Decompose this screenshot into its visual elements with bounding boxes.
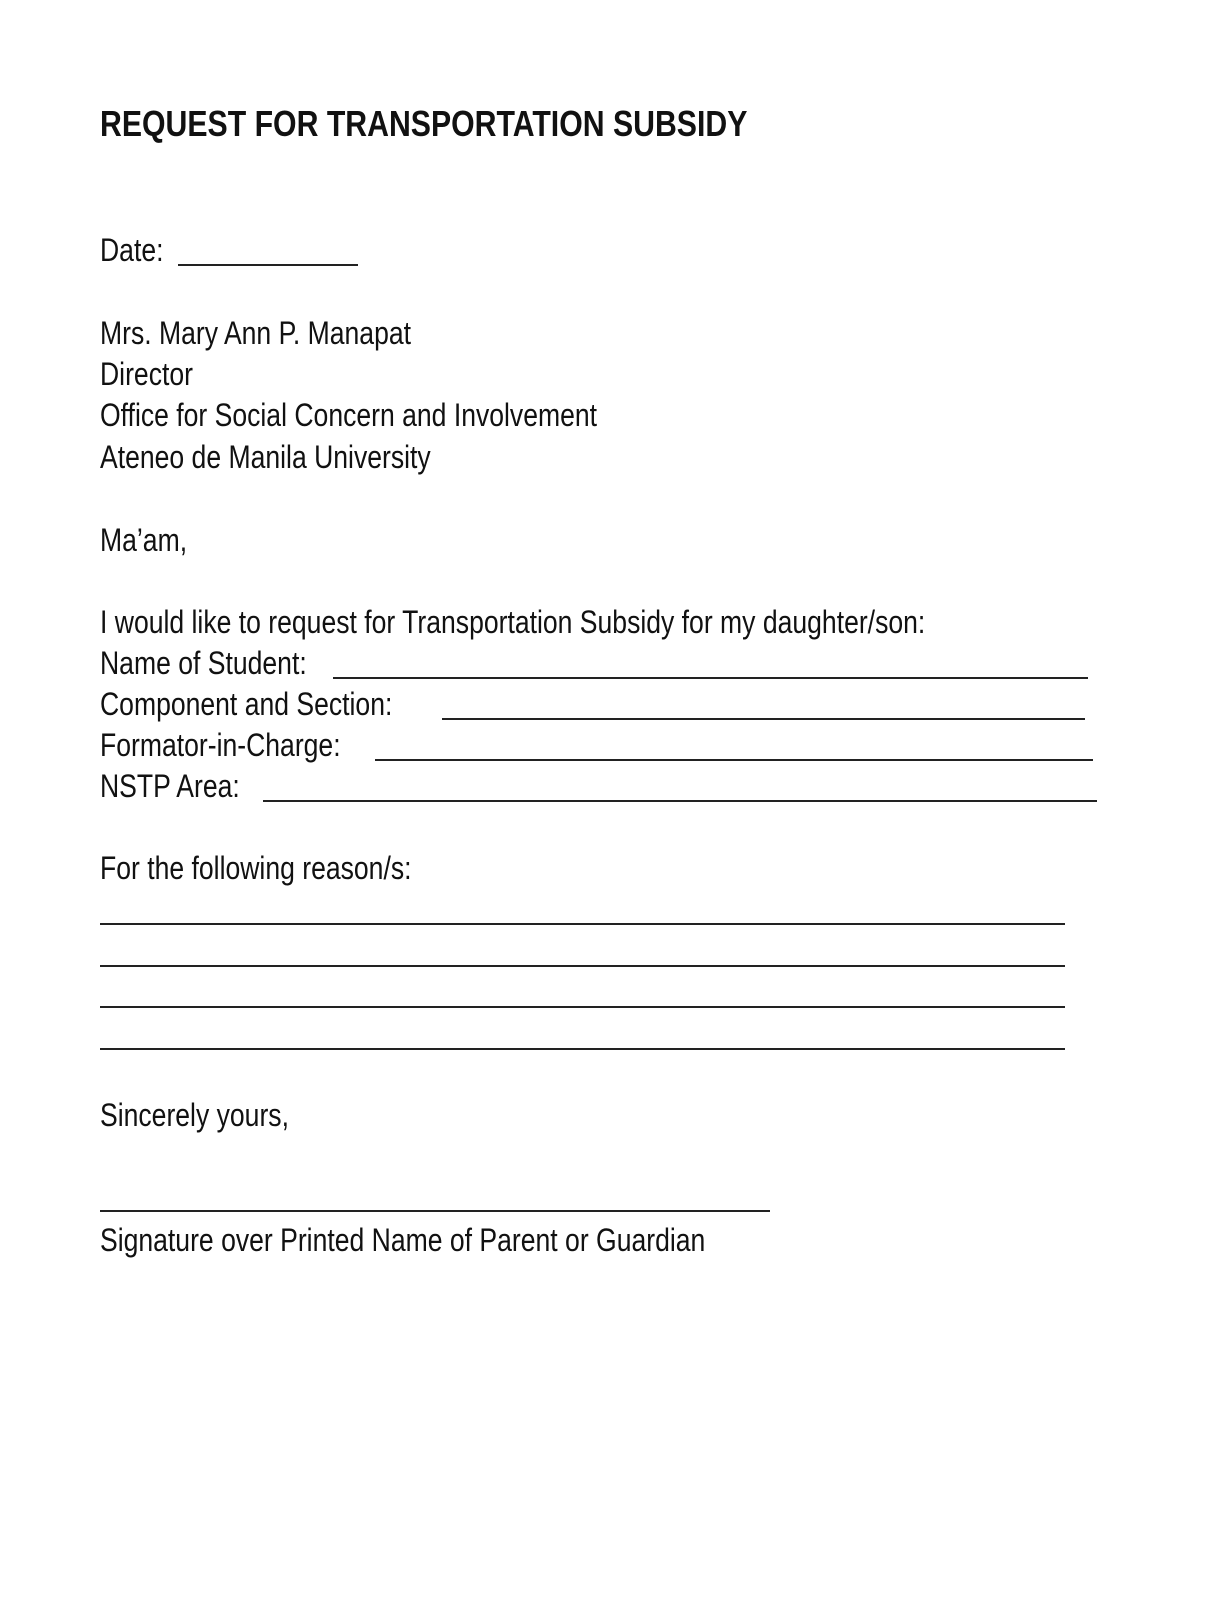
student-name-field[interactable] bbox=[333, 677, 1088, 679]
nstp-area-label: NSTP Area: bbox=[100, 768, 240, 804]
recipient-institution: Ateneo de Manila University bbox=[100, 439, 431, 475]
date-field[interactable] bbox=[178, 264, 358, 266]
reason-line-4[interactable] bbox=[100, 1048, 1065, 1050]
formator-label: Formator-in-Charge: bbox=[100, 727, 341, 763]
recipient-office: Office for Social Concern and Involvement bbox=[100, 397, 598, 433]
nstp-area-field[interactable] bbox=[263, 800, 1097, 802]
date-label: Date: bbox=[100, 232, 164, 268]
component-section-label: Component and Section: bbox=[100, 686, 393, 722]
student-name-label: Name of Student: bbox=[100, 645, 307, 681]
formator-field[interactable] bbox=[375, 759, 1093, 761]
recipient-position: Director bbox=[100, 356, 193, 392]
recipient-name: Mrs. Mary Ann P. Manapat bbox=[100, 315, 411, 351]
reason-line-3[interactable] bbox=[100, 1006, 1065, 1008]
request-text: I would like to request for Transportation Subsidy for my daughter/son: bbox=[100, 604, 926, 640]
salutation: Ma’am, bbox=[100, 522, 188, 558]
reasons-label: For the following reason/s: bbox=[100, 850, 412, 886]
page-title: REQUEST FOR TRANSPORTATION SUBSIDY bbox=[100, 103, 748, 144]
reason-line-1[interactable] bbox=[100, 923, 1065, 925]
closing: Sincerely yours, bbox=[100, 1097, 289, 1133]
signature-line[interactable] bbox=[100, 1210, 770, 1212]
component-section-field[interactable] bbox=[442, 718, 1085, 720]
reason-line-2[interactable] bbox=[100, 965, 1065, 967]
signature-label: Signature over Printed Name of Parent or Guardian bbox=[100, 1222, 706, 1258]
